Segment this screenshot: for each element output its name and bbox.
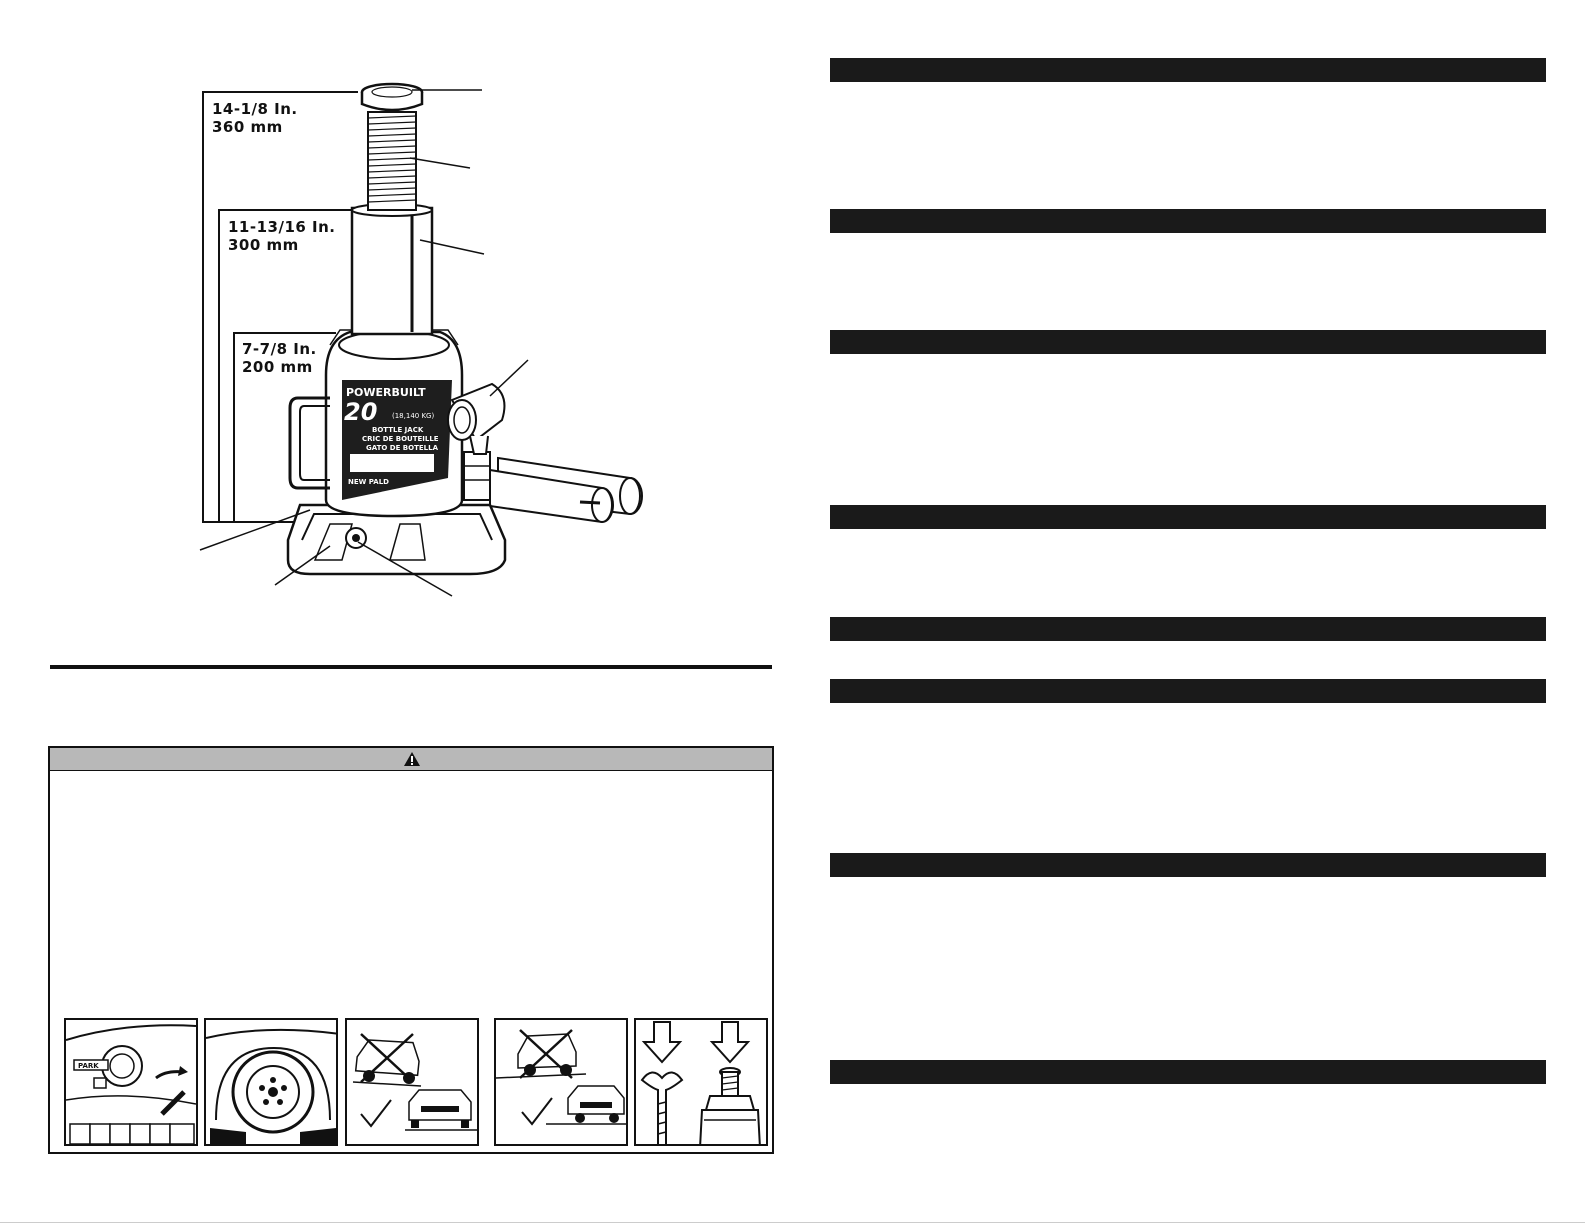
- steering-wheel-icon: [66, 1020, 198, 1146]
- jack-line1: BOTTLE JACK: [372, 426, 424, 434]
- jack-stand-panel: [634, 1018, 768, 1146]
- level-ground-panel-2: [494, 1018, 628, 1146]
- section-header-bar-5: [830, 617, 1546, 641]
- wheel-chock-icon: [206, 1020, 338, 1146]
- dimension-min-label: [242, 340, 317, 376]
- section-header-bar-2: [830, 209, 1546, 233]
- dimension-max-metric: 360 mm: [212, 118, 283, 136]
- jack-line3: GATO DE BOTELLA: [366, 444, 438, 452]
- section-header-bar-7: [830, 853, 1546, 877]
- section-header-bar-3: [830, 330, 1546, 354]
- car-level-icon: [496, 1020, 628, 1146]
- dimension-mid-label: [228, 218, 336, 254]
- dimension-min-imperial: 7-7/8 In.: [242, 340, 317, 358]
- level-ground-panel-1: [345, 1018, 479, 1146]
- dimension-max-imperial: 14-1/8 In.: [212, 100, 298, 118]
- section-header-bar-1: [830, 58, 1546, 82]
- jack-brand-text: POWERBUILT: [346, 386, 426, 399]
- jack-line2: CRIC DE BOUTEILLE: [362, 435, 439, 443]
- dimension-mid-metric: 300 mm: [228, 236, 299, 254]
- jack-diagram: [0, 0, 790, 640]
- car-level-icon: [347, 1020, 479, 1146]
- section-header-bar-4: [830, 505, 1546, 529]
- parking-brake-panel: [64, 1018, 198, 1146]
- bottle-jack-illustration: [0, 0, 790, 640]
- warning-triangle-icon: [403, 751, 421, 767]
- section-header-bar-6: [830, 679, 1546, 703]
- dimension-mid-imperial: 11-13/16 In.: [228, 218, 336, 236]
- jack-capacity-metric: (18,140 KG): [392, 412, 435, 420]
- jack-badge-text: NEW PALD: [348, 478, 389, 486]
- section-rule: [50, 665, 772, 669]
- jack-stand-icon: [636, 1020, 768, 1146]
- section-header-bar-8: [830, 1060, 1546, 1084]
- warning-header: [50, 748, 772, 771]
- wheel-chock-panel: [204, 1018, 338, 1146]
- jack-capacity-text: 20: [344, 398, 378, 426]
- page-edge-line: [0, 1222, 1585, 1223]
- dimension-min-metric: 200 mm: [242, 358, 313, 376]
- dimension-max-label: [212, 100, 298, 136]
- park-badge: PARK: [78, 1062, 99, 1070]
